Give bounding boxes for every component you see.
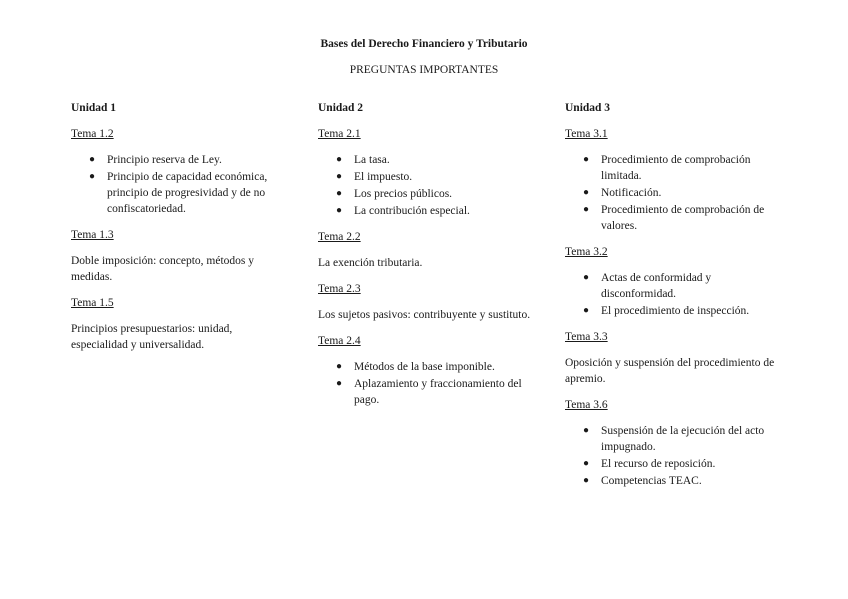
list-item: ● Métodos de la base imponible. <box>336 361 495 373</box>
bullet-icon: ● <box>583 154 590 165</box>
unit-heading: Unidad 1 <box>71 102 117 114</box>
bullet-icon: ● <box>583 187 590 198</box>
tema-heading: Tema 2.2 <box>318 231 361 243</box>
tema-heading: Tema 3.3 <box>565 331 608 343</box>
bullet-icon: ● <box>336 205 343 216</box>
unit-heading: Unidad 3 <box>565 102 611 114</box>
tema-heading: Tema 2.1 <box>318 128 361 140</box>
list-item: ● El impuesto. <box>336 171 413 183</box>
list-item: ● Procedimiento de comprobación de valores. <box>583 204 765 232</box>
unit-column-2 <box>318 100 536 418</box>
document-subtitle: PREGUNTAS IMPORTANTES <box>349 64 499 76</box>
tema-text: Doble imposición: concepto, métodos y medidas. <box>71 255 255 283</box>
bullet-icon: ● <box>336 361 343 372</box>
bullet-list <box>565 152 783 234</box>
bullet-list <box>565 423 783 489</box>
bullet-icon: ● <box>89 154 96 165</box>
bullet-icon: ● <box>336 378 343 389</box>
tema-heading: Tema 3.6 <box>565 399 608 411</box>
list-item: ● Los precios públicos. <box>336 188 453 200</box>
tema-text: Principios presupuestarios: unidad, especialidad y universalidad. <box>71 323 233 351</box>
tema-heading: Tema 2.4 <box>318 335 361 347</box>
list-item: ● La contribución especial. <box>336 205 470 217</box>
bullet-icon: ● <box>583 272 590 283</box>
bullet-icon: ● <box>336 188 343 199</box>
tema-heading: Tema 1.3 <box>71 229 114 241</box>
document-title: Bases del Derecho Financiero y Tributario <box>320 38 528 50</box>
list-item: ● La tasa. <box>336 154 390 166</box>
bullet-icon: ● <box>583 475 590 486</box>
bullet-icon: ● <box>583 458 590 469</box>
list-item: ● Notificación. <box>583 187 662 199</box>
list-item: ● Principio de capacidad económica, principio de progresividad y de no confiscatoriedad. <box>89 171 268 215</box>
bullet-icon: ● <box>583 425 590 436</box>
unit-column-1 <box>71 100 289 363</box>
tema-text: Los sujetos pasivos: contribuyente y sustituto. <box>318 309 531 321</box>
tema-heading: Tema 1.5 <box>71 297 114 309</box>
bullet-icon: ● <box>583 204 590 215</box>
bullet-list <box>565 270 783 319</box>
tema-heading: Tema 3.2 <box>565 246 608 258</box>
bullet-icon: ● <box>583 305 590 316</box>
tema-heading: Tema 1.2 <box>71 128 114 140</box>
list-item: ● El procedimiento de inspección. <box>583 305 750 317</box>
bullet-icon: ● <box>336 154 343 165</box>
list-item: ● Actas de conformidad y disconformidad. <box>583 272 712 300</box>
tema-heading: Tema 3.1 <box>565 128 608 140</box>
list-item: ● Suspensión de la ejecución del acto impugnado. <box>583 425 765 453</box>
list-item: ● Aplazamiento y fraccionamiento del pago. <box>336 378 522 406</box>
tema-heading: Tema 2.3 <box>318 283 361 295</box>
list-item: ● Competencias TEAC. <box>583 475 702 487</box>
bullet-icon: ● <box>336 171 343 182</box>
list-item: ● Procedimiento de comprobación limitada. <box>583 154 751 182</box>
bullet-list <box>318 152 536 219</box>
unit-heading: Unidad 2 <box>318 102 364 114</box>
unit-column-3 <box>565 100 783 499</box>
tema-text: La exención tributaria. <box>318 257 423 269</box>
bullet-list <box>71 152 289 217</box>
bullet-icon: ● <box>89 171 96 182</box>
tema-text: Oposición y suspensión del procedimiento de apremio. <box>565 357 775 385</box>
list-item: ● El recurso de reposición. <box>583 458 716 470</box>
bullet-list <box>318 359 536 408</box>
list-item: ● Principio reserva de Ley. <box>89 154 222 166</box>
